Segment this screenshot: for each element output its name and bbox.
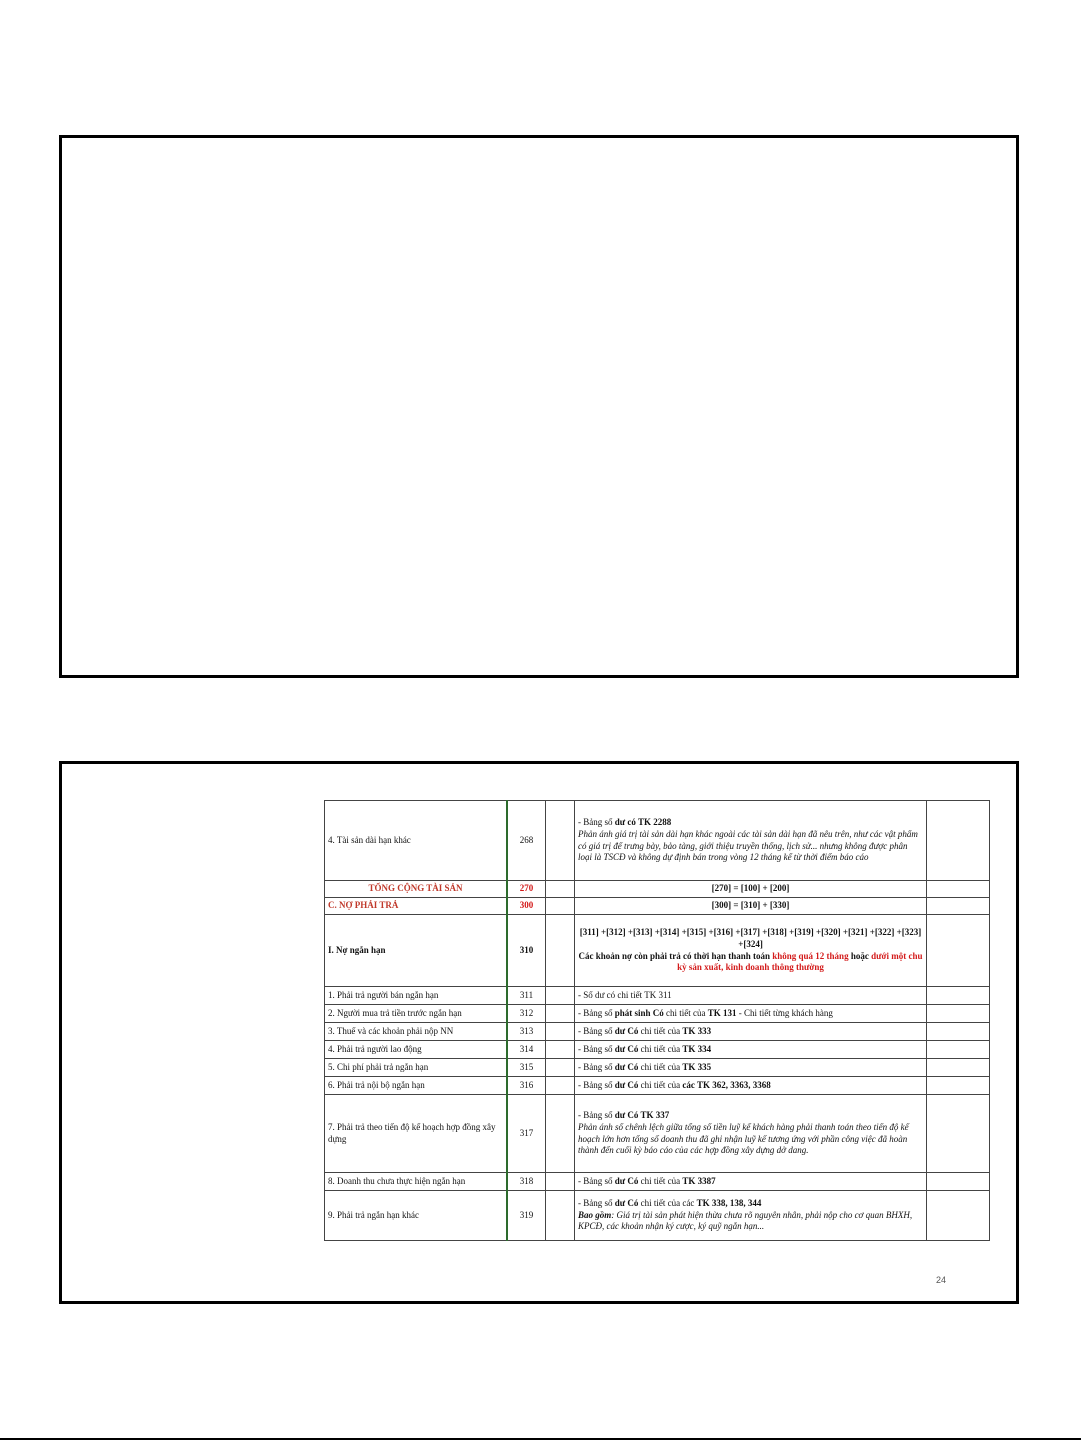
note-part: hoặc (848, 950, 872, 961)
table-row (325, 1005, 990, 1023)
row-name: 9. Phải trả ngắn hạn khác (325, 1191, 508, 1241)
row-code: 316 (507, 1077, 546, 1095)
note-red: không quá 12 tháng (772, 950, 849, 961)
desc-tail: - Chi tiết từng khách hàng (736, 1007, 833, 1018)
row-code: 312 (507, 1005, 546, 1023)
row-desc (575, 1023, 927, 1041)
table-row (325, 1023, 990, 1041)
row-desc: - Số dư có chi tiết TK 311 (575, 987, 927, 1005)
desc-mid: chi tiết của (638, 1043, 683, 1054)
row-extra (927, 1023, 990, 1041)
table-row (325, 801, 990, 881)
row-note (546, 1041, 575, 1059)
row-note (546, 1173, 575, 1191)
row-note (546, 1005, 575, 1023)
table-row (325, 1059, 990, 1077)
row-name: 6. Phải trả nội bộ ngắn hạn (325, 1077, 508, 1095)
desc-mid: chi tiết của (638, 1061, 683, 1072)
note-red: dưới một chu kỳ sản xuất, kinh doanh thông thường (677, 950, 923, 973)
table-row (325, 1077, 990, 1095)
desc-bold: dư có TK 2288 (614, 817, 672, 828)
row-name: 4. Tài sản dài hạn khác (325, 801, 508, 881)
row-desc (575, 801, 927, 881)
desc-italic: : Giá trị tài sản phát hiện thừa chưa rõ nguyên nhân, phải nộp cho cơ quan BHXH, KPCĐ, các khoản nhận ký cược, ký quỹ ngắn hạn... (578, 1209, 913, 1232)
row-extra (927, 1005, 990, 1023)
row-note (546, 987, 575, 1005)
row-extra (927, 987, 990, 1005)
row-code: 268 (507, 801, 546, 881)
row-code: 270 (507, 881, 546, 898)
row-note (546, 1191, 575, 1241)
desc-bold: dư Có (614, 1061, 639, 1072)
row-code: 319 (507, 1191, 546, 1241)
row-note-text (578, 951, 923, 974)
page-number: 24 (935, 1275, 946, 1285)
desc-bold: dư Có TK 337 (614, 1110, 670, 1121)
desc-lead: - Bảng số (578, 1043, 615, 1054)
row-name: 2. Người mua trả tiền trước ngắn hạn (325, 1005, 508, 1023)
row-note (546, 881, 575, 898)
desc-bold: TK 131 (707, 1007, 737, 1018)
desc-bold: dư Có (614, 1079, 639, 1090)
desc-mid: chi tiết của (638, 1025, 683, 1036)
row-desc (575, 1059, 927, 1077)
table-row (325, 987, 990, 1005)
row-formula: [270] = [100] + [200] (575, 881, 927, 898)
desc-mid: chi tiết của (638, 1079, 683, 1090)
row-code: 310 (507, 915, 546, 987)
desc-bold: phát sinh Có (614, 1007, 664, 1018)
table-row (325, 881, 990, 898)
row-extra (927, 915, 990, 987)
row-extra (927, 801, 990, 881)
row-name: 8. Doanh thu chưa thực hiện ngắn hạn (325, 1173, 508, 1191)
desc-italic: Phản ánh giá trị tài sản dài hạn khác ngoài các tài sản dài hạn đã nêu trên, như các vật phẩm có giá trị để trưng bày, bảo tàng, giới thiệu truyền thống, lịch sử... nhưng không được phân loại là TSCĐ và không dự định bán trong vòng 12 tháng kể từ thời điểm báo cáo (578, 828, 918, 863)
row-note (546, 915, 575, 987)
row-desc (575, 1005, 927, 1023)
desc-bold: dư Có (614, 1175, 639, 1186)
row-desc (575, 1173, 927, 1191)
row-note (546, 1077, 575, 1095)
desc-bold: TK 334 (682, 1043, 712, 1054)
row-note (546, 1059, 575, 1077)
desc-lead: - Bảng số (578, 1175, 615, 1186)
desc-bold: TK 3387 (682, 1175, 716, 1186)
row-code: 318 (507, 1173, 546, 1191)
desc-lead: - Bảng số (578, 1061, 615, 1072)
row-code: 300 (507, 898, 546, 915)
desc-bold: dư Có (614, 1197, 639, 1208)
desc-mid: chi tiết của (638, 1175, 683, 1186)
table-row (325, 1173, 990, 1191)
row-desc (575, 915, 927, 987)
desc-lead: - Bảng số (578, 1110, 615, 1121)
bottom-divider (0, 1438, 1081, 1440)
row-name: 4. Phải trả người lao động (325, 1041, 508, 1059)
row-name: I. Nợ ngắn hạn (325, 915, 508, 987)
table-row (325, 915, 990, 987)
row-name: C. NỢ PHẢI TRẢ (325, 898, 508, 915)
desc-italic: Phản ánh số chênh lệch giữa tổng số tiền luỹ kế khách hàng phải thanh toán theo tiến độ kế hoạch lớn hơn tổng số doanh thu đã ghi nhận luỹ kế tương ứng với phần công việc đã hoàn thành đến cuối kỳ báo cáo của các hợp đồng xây dựng dở dang. (578, 1121, 909, 1156)
table-row (325, 1191, 990, 1241)
desc-bold: TK 335 (682, 1061, 712, 1072)
row-desc (575, 1041, 927, 1059)
row-code: 313 (507, 1023, 546, 1041)
row-name: 3. Thuế và các khoản phải nộp NN (325, 1023, 508, 1041)
row-extra (927, 1059, 990, 1077)
desc-lead: - Bảng số (578, 1079, 615, 1090)
desc-mid: chi tiết của các (638, 1197, 697, 1208)
row-note (546, 898, 575, 915)
desc-lead: - Bảng số (578, 1197, 615, 1208)
row-extra (927, 1191, 990, 1241)
desc-mid: chi tiết của (663, 1007, 708, 1018)
note-part: Các khoản nợ còn phải trả có thời hạn thanh toán (578, 950, 773, 961)
row-formula: [311] +[312] +[313] +[314] +[315] +[316] +[317] +[318] +[319] +[320] +[321] +[322] +[323] +[324] (579, 927, 922, 949)
row-code: 317 (507, 1095, 546, 1173)
row-formula: [300] = [310] + [330] (575, 898, 927, 915)
row-name: 5. Chi phí phải trả ngắn hạn (325, 1059, 508, 1077)
row-extra (927, 881, 990, 898)
row-name: TỔNG CỘNG TÀI SẢN (325, 881, 508, 898)
row-code: 315 (507, 1059, 546, 1077)
row-note (546, 801, 575, 881)
row-name: 7. Phải trả theo tiến độ kế hoạch hợp đồng xây dựng (325, 1095, 508, 1173)
desc-bold: TK 333 (682, 1025, 712, 1036)
row-desc (575, 1095, 927, 1173)
row-extra (927, 1077, 990, 1095)
blank-slide (59, 135, 1019, 678)
row-extra (927, 1041, 990, 1059)
row-desc (575, 1191, 927, 1241)
balance-sheet-slide (59, 761, 1019, 1304)
desc-lead: - Bảng số (578, 817, 615, 828)
row-name: 1. Phải trả người bán ngắn hạn (325, 987, 508, 1005)
table-row (325, 1041, 990, 1059)
desc-bold: các TK 362, 3363, 3368 (682, 1079, 771, 1090)
table-row (325, 1095, 990, 1173)
desc-bold: TK 338, 138, 344 (696, 1197, 762, 1208)
row-code: 311 (507, 987, 546, 1005)
balance-sheet-table (324, 800, 990, 1241)
desc-bold: dư Có (614, 1043, 639, 1054)
row-note (546, 1023, 575, 1041)
table-row (325, 898, 990, 915)
desc-label: Bao gồm (578, 1209, 612, 1220)
row-extra (927, 1095, 990, 1173)
row-desc (575, 1077, 927, 1095)
row-extra (927, 1173, 990, 1191)
row-code: 314 (507, 1041, 546, 1059)
desc-lead: - Bảng số (578, 1007, 615, 1018)
row-extra (927, 898, 990, 915)
desc-lead: - Bảng số (578, 1025, 615, 1036)
row-note (546, 1095, 575, 1173)
desc-bold: dư Có (614, 1025, 639, 1036)
